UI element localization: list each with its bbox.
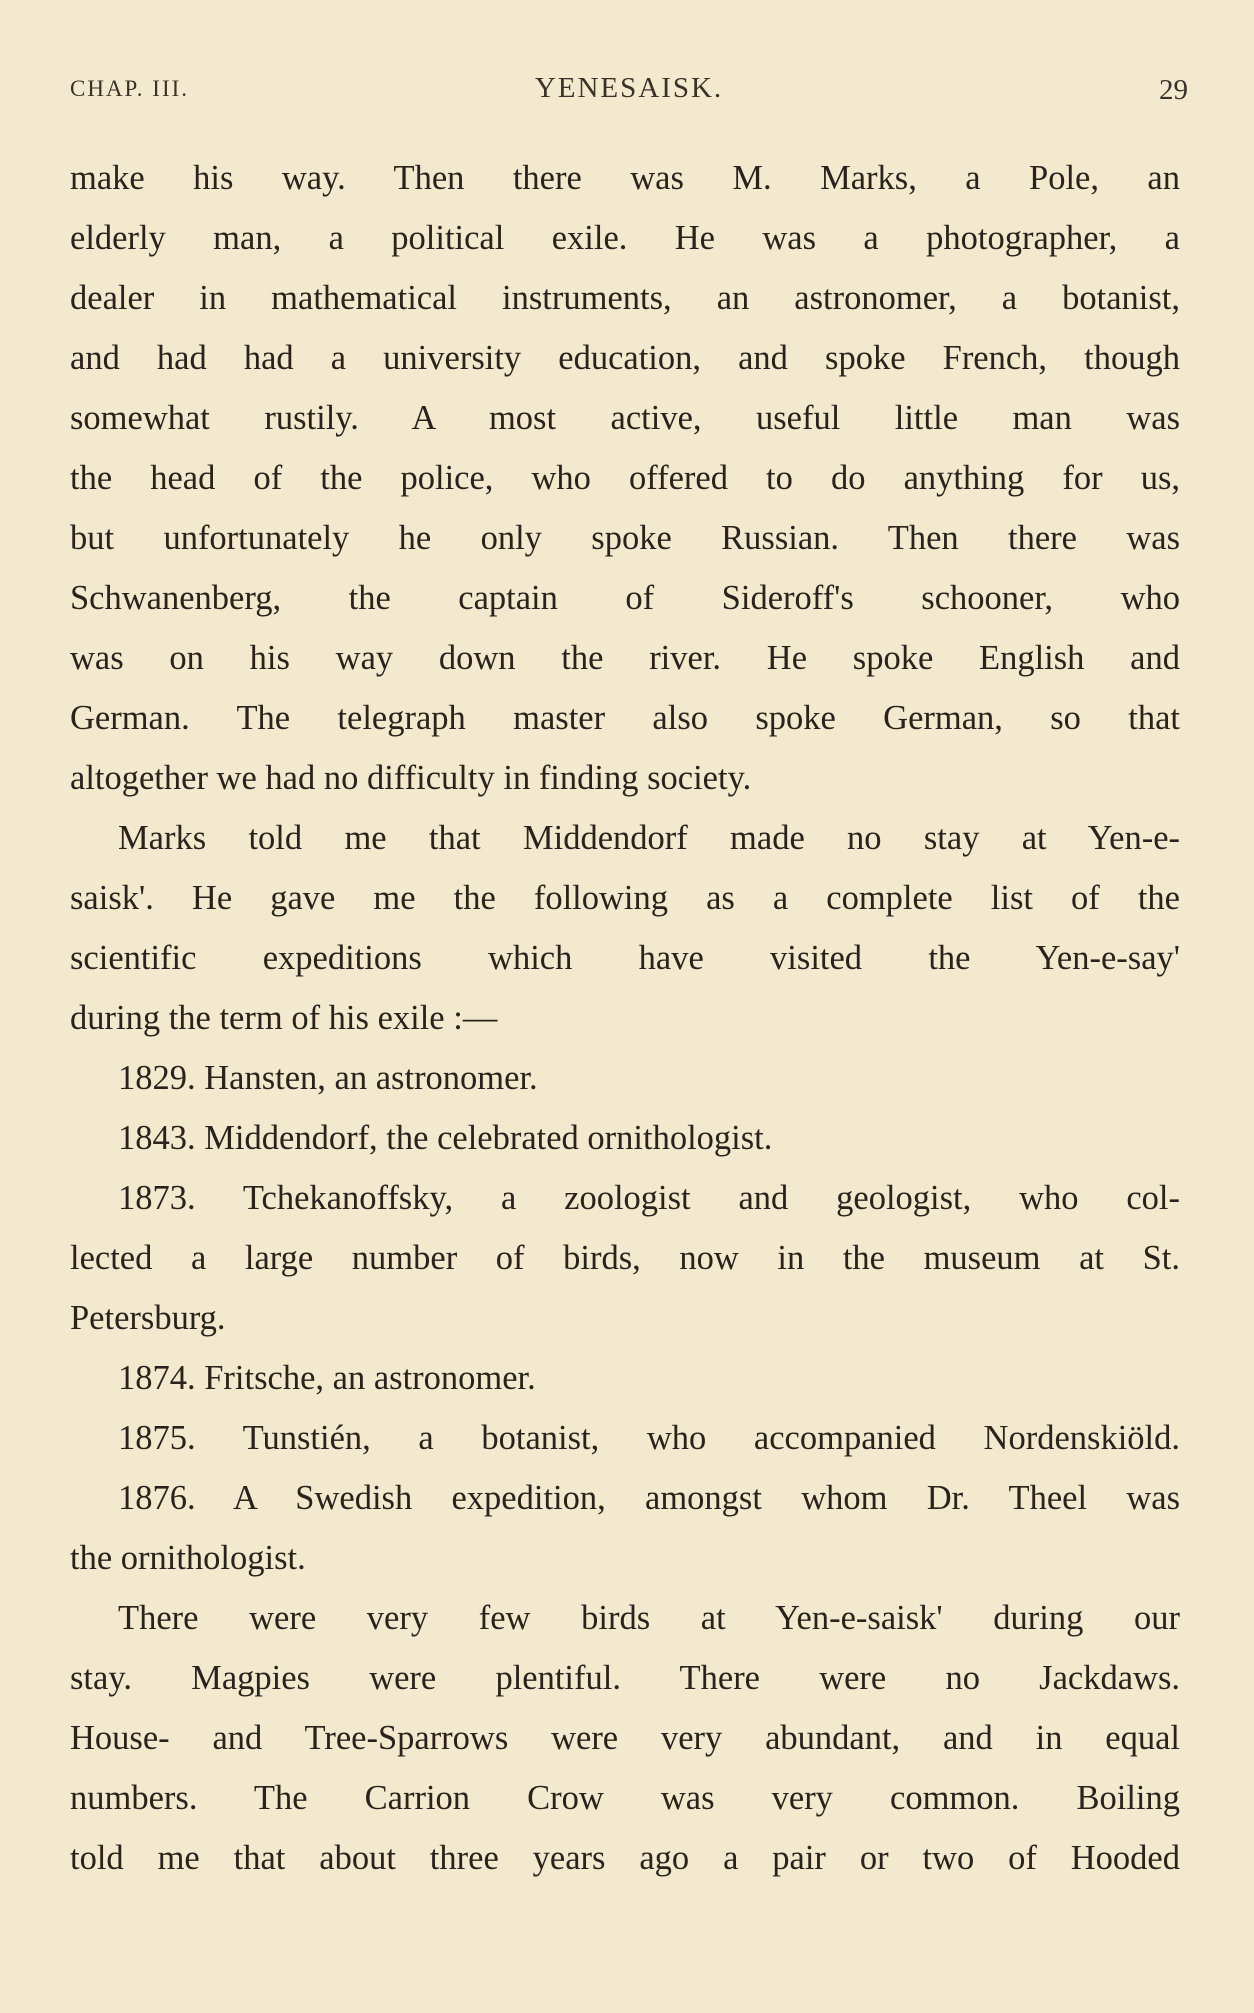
text-line: Marks told me that Middendorf made no stay at Yen-e-: [118, 819, 1180, 857]
list-item: 1873. Tchekanoffsky, a zoologist and geologist, who col-: [118, 1179, 1180, 1217]
text-line: somewhat rustily. A most active, useful little man was: [70, 399, 1180, 437]
text-line: House- and Tree-Sparrows were very abundant, and in equal: [70, 1719, 1180, 1757]
text-line: the head of the police, who offered to do anything for us,: [70, 459, 1180, 497]
text-line: German. The telegraph master also spoke German, so that: [70, 699, 1180, 737]
text-line: dealer in mathematical instruments, an astronomer, a botanist,: [70, 279, 1180, 317]
page-number: 29: [1159, 74, 1188, 106]
text-line: the ornithologist.: [70, 1539, 306, 1577]
text-line: There were very few birds at Yen-e-saisk' during our: [118, 1599, 1180, 1637]
text-line: make his way. Then there was M. Marks, a Pole, an: [70, 159, 1180, 197]
text-line: scientific expeditions which have visited the Yen-e-say': [70, 939, 1180, 977]
text-line: was on his way down the river. He spoke English and: [70, 639, 1180, 677]
list-item: 1875. Tunstién, a botanist, who accompanied Nordenskiöld.: [118, 1419, 1180, 1457]
text-line: and had had a university education, and spoke French, though: [70, 339, 1180, 377]
text-line: Petersburg.: [70, 1299, 226, 1337]
text-line: altogether we had no difficulty in finding society.: [70, 759, 752, 797]
list-item: 1874. Fritsche, an astronomer.: [118, 1359, 536, 1397]
list-item: 1843. Middendorf, the celebrated ornithologist.: [118, 1119, 773, 1157]
text-line: stay. Magpies were plentiful. There were no Jackdaws.: [70, 1659, 1180, 1697]
text-line: lected a large number of birds, now in the museum at St.: [70, 1239, 1180, 1277]
chapter-label: CHAP. III.: [70, 76, 190, 101]
text-line: but unfortunately he only spoke Russian. Then there was: [70, 519, 1180, 557]
list-item: 1829. Hansten, an astronomer.: [118, 1059, 538, 1097]
list-item: 1876. A Swedish expedition, amongst whom Dr. Theel was: [118, 1479, 1180, 1517]
running-title: YENESAISK.: [534, 72, 724, 104]
text-line: told me that about three years ago a pair or two of Hooded: [70, 1839, 1180, 1877]
text-line: elderly man, a political exile. He was a photographer, a: [70, 219, 1180, 257]
text-line: during the term of his exile :—: [70, 999, 498, 1037]
body-text: [70, 148, 1180, 1888]
text-line: saisk'. He gave me the following as a complete list of the: [70, 879, 1180, 917]
running-head: [70, 72, 1188, 112]
text-line: Schwanenberg, the captain of Sideroff's schooner, who: [70, 579, 1180, 617]
text-line: numbers. The Carrion Crow was very common. Boiling: [70, 1779, 1180, 1817]
